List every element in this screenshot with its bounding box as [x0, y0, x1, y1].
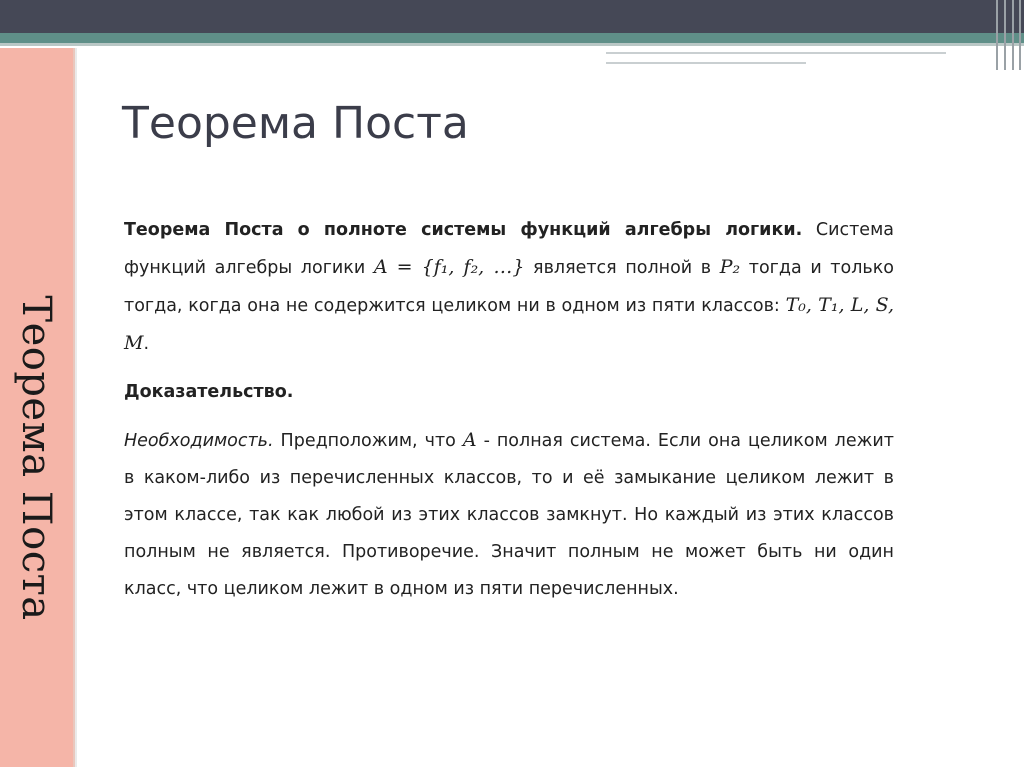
math-a: A [462, 429, 477, 451]
decorative-line [606, 52, 946, 54]
top-bar [0, 0, 1024, 33]
proof-heading: Доказательство. [124, 382, 294, 402]
math-set-a: A = {f₁, f₂, …} [373, 256, 525, 278]
theorem-paragraph [124, 212, 894, 363]
proof-text-2: - полная система. Если она целиком лежит в каком-либо из перечисленных классов, то и её замыкание целиком лежит в этом классе, так как любой из этих классов замкнут. Но каждый из этих классов полным не является. Противоречие. Значит полным не может быть ни один класс, что целиком лежит в одном из пяти перечисленных. [124, 431, 894, 599]
thin-accent-bar [0, 43, 1024, 46]
proof-heading-paragraph [124, 374, 894, 411]
theorem-heading: Теорема Поста о полноте системы функций алгебры логики. [124, 220, 803, 240]
math-p2: P₂ [719, 256, 741, 278]
content-divider [75, 48, 77, 767]
right-stripes-decoration [992, 0, 1024, 70]
math-classes: T₀, T₁, L, S, M [124, 294, 895, 354]
teal-accent-bar [0, 33, 1024, 43]
proof-paragraph [124, 422, 894, 608]
slide-body [124, 212, 894, 619]
decorative-line [606, 62, 806, 64]
side-title: Теорема Поста [13, 295, 59, 621]
proof-text-1: Предположим, что [280, 431, 456, 451]
necessity-label: Необходимость. [124, 431, 274, 451]
side-panel [0, 48, 75, 767]
theorem-text-1: Система функций алгебры логики [124, 220, 894, 278]
theorem-text-2: является полной в [533, 258, 712, 278]
theorem-text-3: тогда и только тогда, когда она не содержится целиком ни в одном из пяти классов: [124, 258, 894, 316]
theorem-end: . [143, 334, 150, 354]
slide-title: Теорема Поста [122, 98, 469, 149]
